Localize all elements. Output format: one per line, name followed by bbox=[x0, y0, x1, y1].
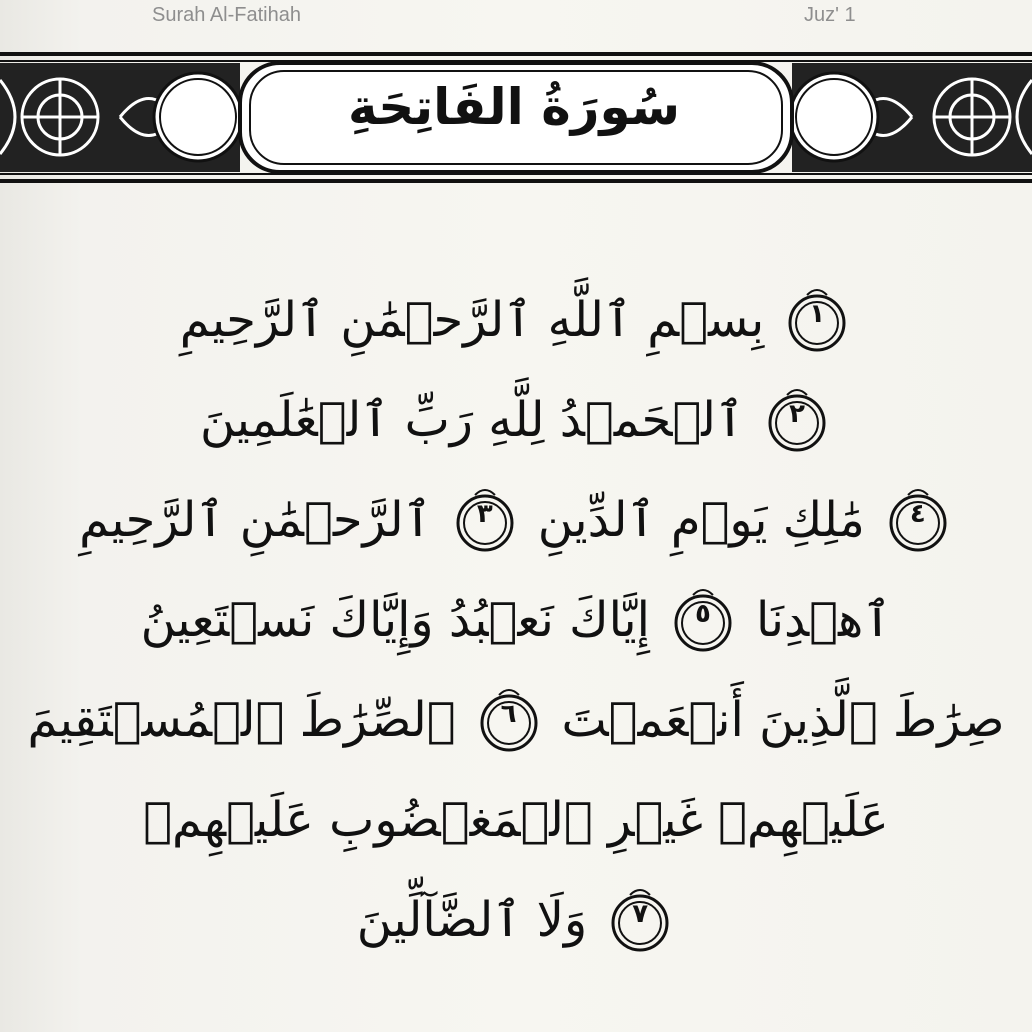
verse-line-2 bbox=[0, 370, 1032, 470]
ayah-end-marker-icon bbox=[782, 285, 852, 355]
verse-text: عَلَيۡهِمۡ غَيۡرِ ٱلۡمَغۡضُوبِ عَلَيۡهِمۡ bbox=[143, 792, 889, 848]
verse-text: ٱهۡدِنَا bbox=[755, 592, 892, 648]
verse-text: مَٰلِكِ يَوۡمِ ٱلدِّينِ bbox=[537, 492, 865, 548]
verse-line-4 bbox=[0, 570, 1032, 670]
surah-header-frame bbox=[0, 50, 1032, 185]
top-bar bbox=[0, 0, 1032, 40]
ayah-number: ٥ bbox=[695, 599, 711, 629]
ayah-number: ١ bbox=[809, 299, 826, 329]
juz-label: Juz' 1 bbox=[804, 4, 856, 26]
ayah-end-marker-icon bbox=[450, 485, 520, 555]
ayah-end-marker-icon bbox=[883, 485, 953, 555]
ayah-end-marker-icon bbox=[474, 685, 544, 755]
ayah-end-marker-icon bbox=[668, 585, 738, 655]
verse-text: إِيَّاكَ نَعۡبُدُ وَإِيَّاكَ نَسۡتَعِينُ bbox=[140, 592, 650, 648]
quran-page-text bbox=[0, 270, 1032, 990]
ayah-number: ٧ bbox=[632, 899, 649, 929]
verse-text: بِسۡمِ ٱللَّهِ ٱلرَّحۡمَٰنِ ٱلرَّحِيمِ bbox=[179, 292, 765, 348]
verse-text: وَلَا ٱلضَّآلِّينَ bbox=[356, 892, 588, 948]
verse-line-3 bbox=[0, 470, 1032, 570]
verse-line-7 bbox=[0, 870, 1032, 970]
verse-text: ٱلصِّرَٰطَ ٱلۡمُسۡتَقِيمَ bbox=[27, 692, 456, 748]
ayah-end-marker-icon bbox=[605, 885, 675, 955]
ayah-number: ٣ bbox=[476, 499, 493, 529]
verse-line-5 bbox=[0, 670, 1032, 770]
verse-text: صِرَٰطَ ٱلَّذِينَ أَنۡعَمۡتَ bbox=[561, 692, 1005, 748]
ayah-number: ٤ bbox=[909, 499, 926, 529]
verse-line-6 bbox=[0, 770, 1032, 870]
ayah-number: ٢ bbox=[789, 399, 805, 429]
surah-title: سُورَةُ الفَاتِحَةِ bbox=[347, 78, 681, 136]
verse-text: ٱلۡحَمۡدُ لِلَّهِ رَبِّ ٱلۡعَٰلَمِينَ bbox=[199, 392, 745, 448]
verse-text: ٱلرَّحۡمَٰنِ ٱلرَّحِيمِ bbox=[79, 492, 432, 548]
ayah-number: ٦ bbox=[500, 699, 517, 729]
surah-name-label: Surah Al-Fatihah bbox=[152, 4, 301, 26]
verse-line-1 bbox=[0, 270, 1032, 370]
ayah-end-marker-icon bbox=[762, 385, 832, 455]
